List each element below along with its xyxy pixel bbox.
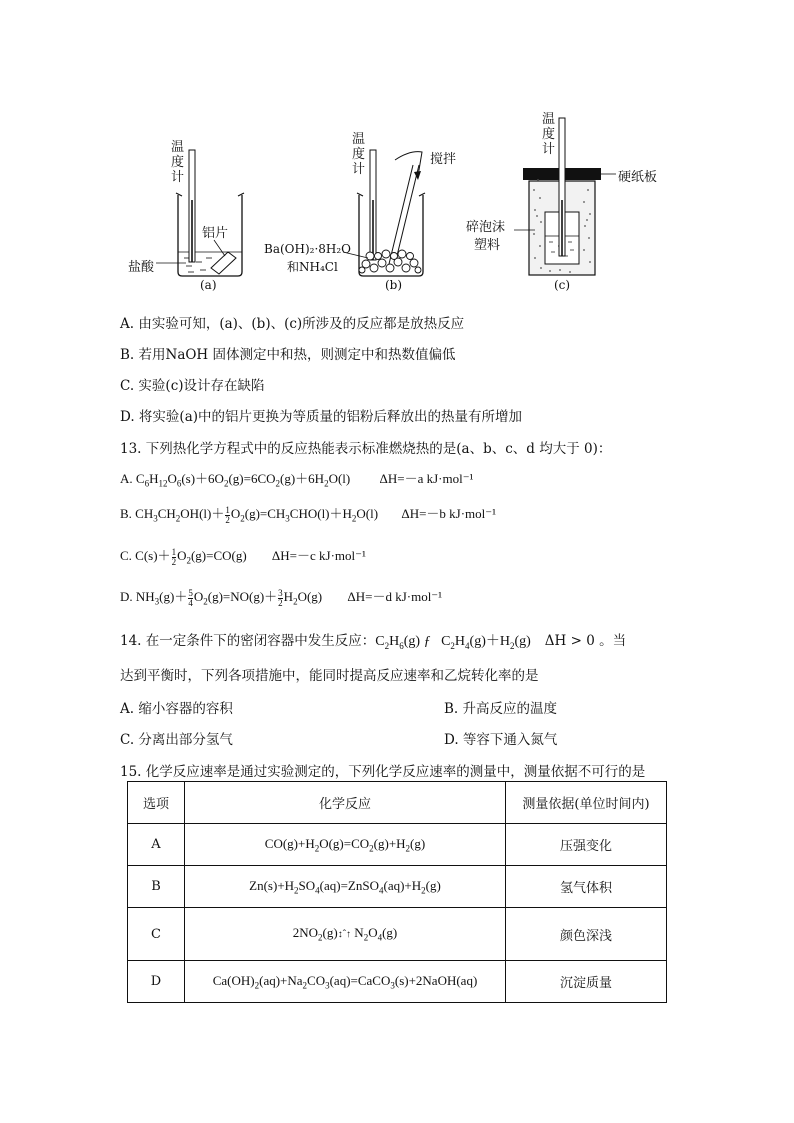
foam-label-1: 碎泡沫: [466, 220, 506, 235]
table-header-row: [128, 782, 667, 824]
q13-option-d: D. $NH_3(g)+$ $\frac{5}{4}$ $O_2(g)=NO(g)+$ $\frac{3}{2}$ $H_2O(g)$ ΔH=－d kJ·mol⁻¹: [120, 587, 443, 608]
q15-table: [127, 781, 667, 1003]
acid-label: 盐酸: [128, 260, 155, 275]
thermometer-label-a: 温度计: [171, 140, 185, 185]
beaker-a: [156, 150, 244, 276]
row-basis: 颜色深浅: [506, 908, 667, 961]
reagent-label-1: Ba(OH)₂·8H₂O: [264, 242, 352, 256]
table-row: [128, 824, 667, 866]
row-basis: 氢气体积: [506, 866, 667, 908]
stir-label: 搅拌: [430, 152, 457, 167]
thermometer-label-b: 温度计: [352, 132, 366, 177]
row-basis: 压强变化: [506, 824, 667, 866]
calorimeter-c: [514, 118, 616, 275]
q12-option-c: C. 实验(c)设计存在缺陷: [120, 378, 265, 394]
header-basis: 测量依据(单位时间内): [506, 782, 667, 824]
q12-option-b: B. 若用NaOH 固体测定中和热，则测定中和热数值偏低: [120, 347, 456, 363]
header-reaction: 化学反应: [185, 782, 506, 824]
q12-option-a: A. 由实验可知，(a)、(b)、(c)所涉及的反应都是放热反应: [120, 316, 465, 332]
foam-label-2: 塑料: [474, 238, 501, 253]
row-reaction: $CO(g)+H_2O(g)=CO_2(g)+H_2(g)$: [185, 824, 506, 866]
row-option: D: [128, 961, 185, 1003]
row-reaction: $2NO_2(g)↕ˆ↑$ $N_2O_4(g)$: [185, 908, 506, 961]
header-option: 选项: [128, 782, 185, 824]
q12-option-d: D. 将实验(a)中的铝片更换为等质量的铝粉后释放出的热量有所增加: [120, 409, 523, 425]
row-reaction: $Zn(s)+H_2SO_4(aq)=ZnSO_4(aq)+H_2(g)$: [185, 866, 506, 908]
q14-stem-line2: 达到平衡时，下列各项措施中，能同时提高反应速率和乙烷转化率的是: [120, 668, 539, 684]
q14-option-b: B. 升高反应的温度: [444, 701, 558, 717]
board-label: 硬纸板: [618, 170, 658, 185]
caption-b: (b): [385, 278, 403, 292]
table-row: [128, 961, 667, 1003]
q13-option-a: A. $C_6H_{12}O_6(s)+6O_2(g)=6CO_2(g)+6H_2O(l)$ ΔH=－a kJ·mol⁻¹: [120, 471, 474, 489]
reagent-label-2: 和NH₄Cl: [287, 260, 338, 274]
caption-a: (a): [200, 278, 217, 292]
row-option: C: [128, 908, 185, 961]
q14-stem: 14. 在一定条件下的密闭容器中发生反应：$C_2H_6(g)$ ƒ $C_2H_4(g)+H_2(g)$ ΔH > 0 。当: [120, 633, 627, 651]
row-option: B: [128, 866, 185, 908]
table-row: [128, 908, 667, 961]
foil-label: 铝片: [202, 226, 229, 241]
q14-option-a: A. 缩小容器的容积: [120, 701, 233, 717]
caption-c: (c): [554, 278, 571, 292]
q15-stem: 15. 化学反应速率是通过实验测定的，下列化学反应速率的测量中，测量依据不可行的是: [120, 764, 646, 780]
thermometer-label-c: 温度计: [542, 112, 556, 157]
q14-option-d: D. 等容下通入氮气: [444, 732, 558, 748]
q14-option-c: C. 分离出部分氢气: [120, 732, 233, 748]
q13-stem: 13. 下列热化学方程式中的反应热能表示标准燃烧热的是(a、b、c、d 均大于 0)：: [120, 441, 612, 457]
row-basis: 沉淀质量: [506, 961, 667, 1003]
calorimetry-figure: [0, 0, 794, 300]
table-row: [128, 866, 667, 908]
q13-option-b: B. $CH_3CH_2OH(l)+$ $\frac{1}{2}$ $O_2(g)=CH_3CHO(l)+H_2O(l)$ ΔH=－b kJ·mol⁻¹: [120, 504, 497, 525]
row-option: A: [128, 824, 185, 866]
row-reaction: $Ca(OH)_2(aq)+Na_2CO_3(aq)=CaCO_3(s)+2NaOH(aq)$: [185, 961, 506, 1003]
q13-option-c: C. C(s)＋ $\frac{1}{2}$ $O_2(g)=CO(g)$ ΔH=－c kJ·mol⁻¹: [120, 546, 366, 567]
